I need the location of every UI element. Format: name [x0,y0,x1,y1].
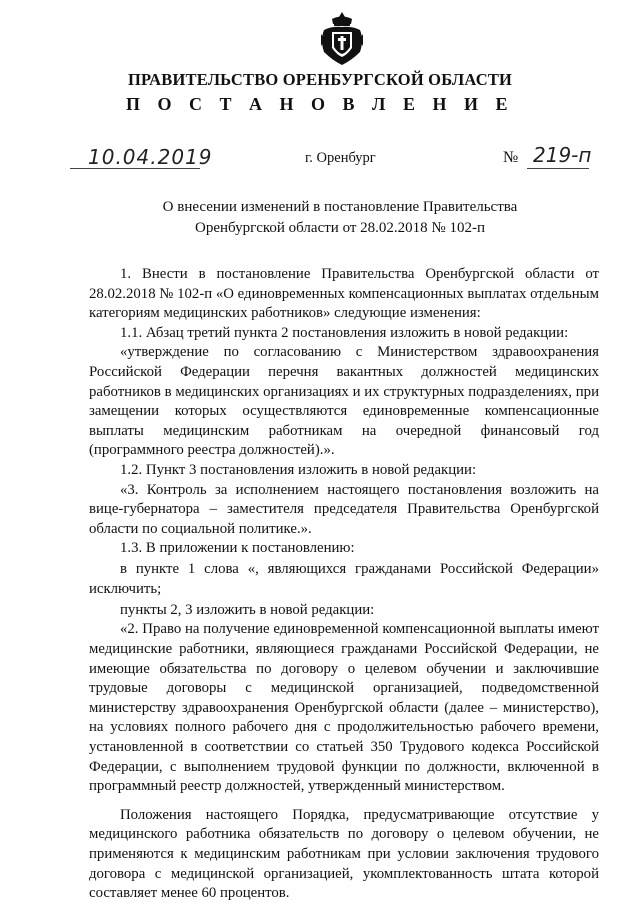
number-sign: № [503,149,519,166]
number-underline [527,168,589,169]
handwritten-date: 10.04.2019 [88,145,213,169]
paragraph-1-1: 1.1. Абзац третий пункта 2 постановления изложить в новой редакции: [120,324,569,341]
document-body [89,265,599,904]
city-label: г. Оренбург [305,150,376,166]
paragraph-1: 1. Внести в постановление Правительства Оренбургской области от 28.02.2018 № 102-п «О единовременных компенсационных выплатах отдельным категориям медицинских работников» следующие изменения: [89,266,599,322]
paragraph-provisions: Положения настоящего Порядка, предусматривающие отсутствие у медицинского работника обязательств по договору о целевом обучении, не применяются к медицинским работникам при условии заключения трудового договора с медицинской организацией, укомплектованность штата которой составляет менее 60 процентов. [89,806,599,902]
subject-line-1: О внесении изменений в постановление Правительства [162,199,518,215]
paragraph-points-2-3: пункты 2, 3 изложить в новой редакции: [120,601,375,618]
handwritten-number: 219-п [533,143,592,167]
coat-of-arms-icon [318,10,366,68]
government-title: ПРАВИТЕЛЬСТВО ОРЕНБУРГСКОЙ ОБЛАСТИ [127,70,513,89]
date-underline [70,168,200,169]
subject-line-2: Оренбургской области от 28.02.2018 № 102-п [194,220,486,236]
quoted-paragraph-approval: «утверждение по согласованию с Министерством здравоохранения Российской Федерации перечня вакантных должностей медицинских работников в медицинских организациях и их структурных подразделениях, при замещении которых осуществляются единовременные компенсационные выплаты медицинским работникам на очередной финансовый год (программного реестра должностей).». [89,344,599,459]
quoted-paragraph-right: «2. Право на получение единовременной компенсационной выплаты имеют медицинские работники, являющиеся гражданами Российской Федерации, не имеющие обязательства по договору о целевом обучении и заключившие трудовые договоры с медицинской организацией, подведомственной министерству здравоохранения Оренбургской области (далее – министерство), на условиях полного рабочего дня с продолжительностью рабочего времени, установленной в соответствии со статьей 350 Трудового кодекса Российской Федерации, с выполнением трудовой функции по должности, включенной в программный реестр должностей, утвержденный министерством. [89,621,599,795]
quoted-paragraph-control: «3. Контроль за исполнением настоящего постановления возложить на вице-губернатора – заместителя председателя Правительства Оренбургской области по социальной политике.». [89,481,599,537]
paragraph-point-1: в пункте 1 слова «, являющихся гражданами Российской Федерации» исключить; [89,560,599,598]
paragraph-1-3: 1.3. В приложении к постановлению: [120,540,355,557]
document-subject [120,197,560,239]
document-type-title: П О С Т А Н О В Л Е Н И Е [126,94,514,114]
paragraph-1-2: 1.2. Пункт 3 постановления изложить в новой редакции: [120,461,477,478]
